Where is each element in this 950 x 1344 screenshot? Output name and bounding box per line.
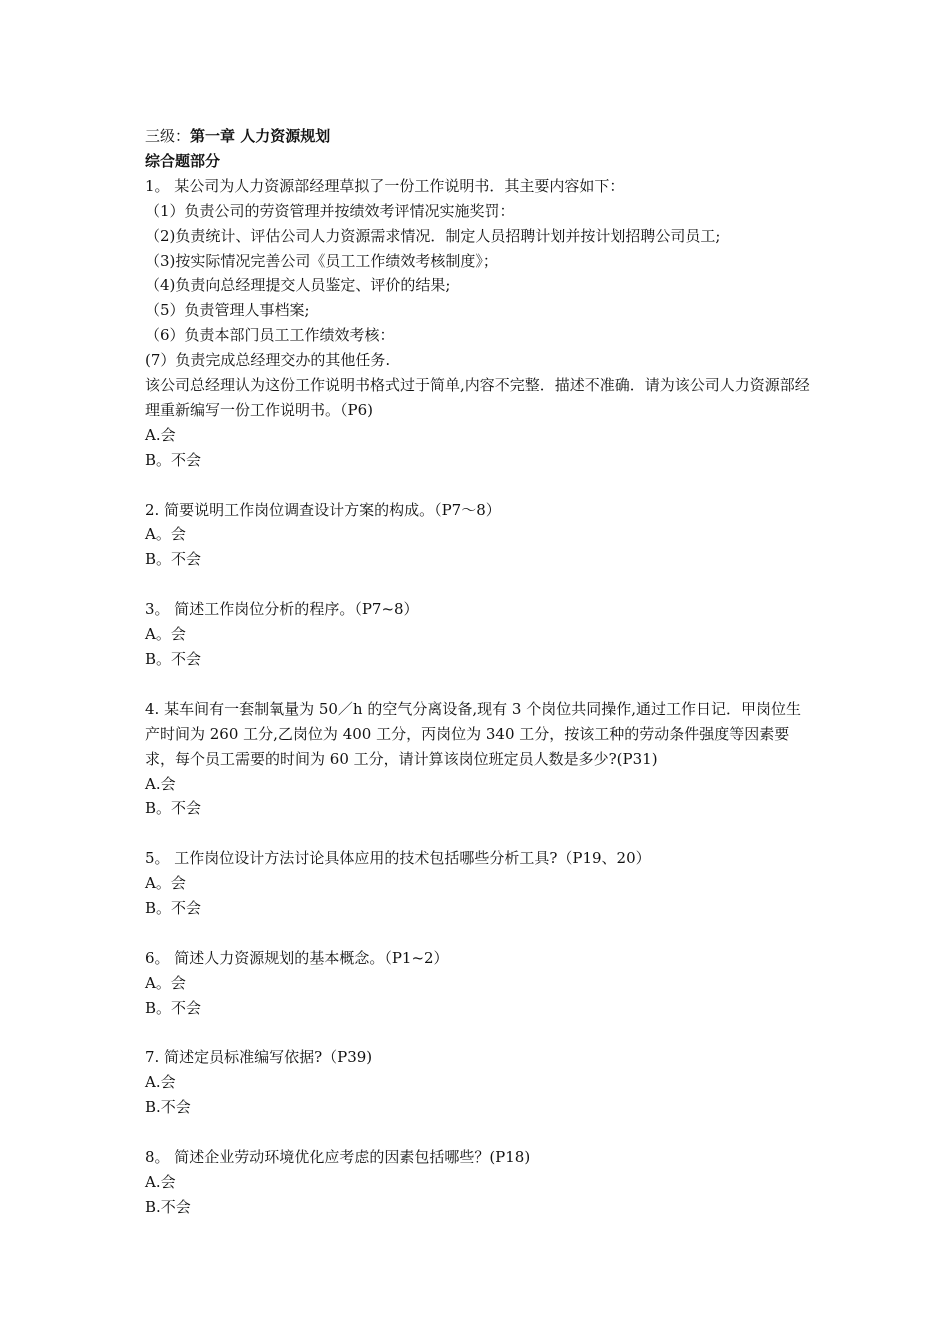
question-7-stem: 7. 简述定员标准编写依据?（P39) [145,1048,373,1067]
question-1-item: （3)按实际情况完善公司《员工工作绩效考核制度》； [145,251,498,270]
spacer [145,672,815,697]
chapter-heading [145,124,815,149]
question-7-option-a: A.会 [145,1073,176,1092]
question-2-option-a: A。会 [145,525,186,544]
question-4-stem: 4. 某车间有一套制氧量为 50／h 的空气分离设备,现有 3 个岗位共同操作,通过工作日记．甲岗位生产时间为 260 工分,乙岗位为 400 工分，丙岗位为 340 工分，按该工种的劳动条件强度等因素要求，每个员工需要的时间为 60 工分，请计算该岗位班定员人数是多少?(P31) [145,699,801,768]
question-3-option-a: A。会 [145,625,186,644]
question-1-item: （6）负责本部门员工工作绩效考核： [145,326,395,345]
question-6-option-b: B。不会 [145,998,202,1017]
question-6-stem: 6。 简述人力资源规划的基本概念。（P1~2） [145,948,449,967]
question-1-stem: 1。 某公司为人力资源部经理草拟了一份工作说明书．其主要内容如下： [145,176,625,195]
question-8-option-a: A.会 [145,1172,176,1191]
question-8-stem: 8。 简述企业劳动环境优化应考虑的因素包括哪些？(P18) [145,1148,531,1167]
question-1-item: (7）负责完成总经理交办的其他任务. [145,351,391,370]
question-5-option-a: A。会 [145,874,186,893]
spacer [145,572,815,597]
question-4-option-a: A.会 [145,774,176,793]
question-1-option-b: B。不会 [145,450,202,469]
document-page [145,124,815,1220]
spacer [145,921,815,946]
question-3-option-b: B。不会 [145,650,202,668]
question-3-stem: 3。 简述工作岗位分析的程序。（P7~8） [145,600,419,619]
question-1-item: （4)负责向总经理提交人员鉴定、评价的结果; [145,276,451,295]
question-1-option-a: A.会 [145,425,176,444]
question-6-option-a: A。会 [145,973,186,992]
question-5-option-b: B。不会 [145,899,202,918]
spacer [145,1120,815,1145]
spacer [145,473,815,498]
chapter-title: 第一章 人力资源规划 [190,127,331,145]
question-5-stem: 5。 工作岗位设计方法讨论具体应用的技术包括哪些分析工具?（P19、20） [145,849,651,868]
question-1-item: （1）负责公司的劳资管理并按绩效考评情况实施奖罚： [145,201,515,220]
question-7-option-b: B.不会 [145,1098,191,1117]
section-title: 综合题部分 [145,151,221,170]
question-2-stem: 2. 简要说明工作岗位调查设计方案的构成。（P7～8） [145,500,501,519]
spacer [145,821,815,846]
question-2-option-b: B。不会 [145,550,202,569]
level-prefix: 三级： [145,127,191,145]
spacer [145,1021,815,1046]
question-1-item: （5）负责管理人事档案; [145,301,310,320]
question-1-item: （2)负责统计、评估公司人力资源需求情况．制定人员招聘计划并按计划招聘公司员工; [145,226,721,245]
question-1-tail: 该公司总经理认为这份工作说明书格式过于简单,内容不完整．描述不准确．请为该公司人力资源部经理重新编写一份工作说明书。（P6) [145,376,810,419]
question-8-option-b: B.不会 [145,1197,191,1216]
question-4-option-b: B。不会 [145,799,202,818]
